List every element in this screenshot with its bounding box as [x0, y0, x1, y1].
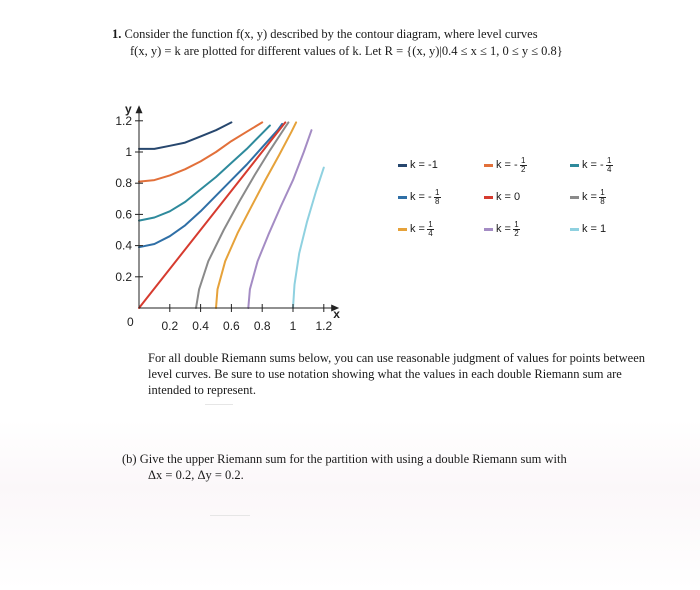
legend-item-0 — [398, 156, 484, 174]
legend-item-8 — [570, 220, 656, 238]
problem-statement — [112, 26, 672, 60]
problem-number: 1. — [112, 27, 122, 41]
contour-curve-6 — [216, 122, 296, 308]
legend-label-3: k = - — [410, 191, 432, 203]
legend-fraction-1: $\frac{1}{2}$ — [520, 155, 526, 174]
x-axis-label: x — [333, 307, 340, 321]
problem-line-1: Consider the function f(x, y) described by the contour diagram, where level curves — [124, 27, 538, 41]
legend-swatch-0 — [398, 164, 407, 167]
contour-plot — [95, 60, 395, 335]
x-tick-label-2: 0.6 — [223, 319, 240, 333]
legend-fraction-7: $\frac{1}{2}$ — [514, 219, 519, 238]
problem-line-2: f(x, y) = k are plotted for different values of k. Let R = {(x, y)|0.4 ≤ x ≤ 1, 0 ≤ y ≤ 0.8} — [130, 44, 563, 58]
y-tick-label-3: 0.8 — [115, 176, 132, 191]
origin-label: 0 — [127, 315, 134, 329]
legend-fraction-5: $\frac{1}{8}$ — [600, 187, 605, 206]
legend-item-7 — [484, 220, 570, 238]
y-tick-label-2: 0.6 — [115, 207, 132, 222]
legend-swatch-7 — [484, 228, 493, 231]
legend-label-6: k = — [410, 223, 425, 235]
legend-item-4 — [484, 188, 570, 206]
legend-fraction-2: $\frac{1}{4}$ — [606, 155, 612, 174]
contour-curve-0 — [139, 122, 231, 148]
x-tick-label-4: 1 — [289, 319, 297, 333]
legend-swatch-8 — [570, 228, 579, 231]
x-tick-label-5: 1.2 — [315, 319, 333, 333]
legend-item-5 — [570, 188, 656, 206]
legend-swatch-2 — [570, 164, 579, 167]
contour-curve-8 — [293, 168, 324, 308]
legend-swatch-3 — [398, 196, 407, 199]
contour-legend — [398, 156, 658, 238]
contour-curve-3 — [139, 124, 282, 247]
legend-item-3 — [398, 188, 484, 206]
background-fade — [0, 420, 700, 590]
legend-swatch-4 — [484, 196, 493, 199]
faint-mark — [205, 404, 233, 405]
y-axis-arrow — [136, 105, 143, 113]
legend-fraction-3: $\frac{1}{8}$ — [434, 187, 440, 206]
legend-swatch-6 — [398, 228, 407, 231]
riemann-note: For all double Riemann sums below, you can use reasonable judgment of values for points between level curves. Be sure to use notation showing what the values in each double Riemann sum are intended to represent. — [148, 351, 645, 397]
legend-label-5: k = — [582, 191, 597, 203]
y-axis-label: y — [125, 102, 132, 117]
legend-item-1 — [484, 156, 570, 174]
x-tick-label-0: 0.2 — [161, 319, 179, 333]
faint-mark — [210, 515, 250, 516]
x-tick-label-1: 0.4 — [192, 319, 209, 333]
legend-label-4: k = 0 — [496, 191, 521, 203]
part-b-line-2: Δx = 0.2, Δy = 0.2. — [148, 468, 244, 482]
legend-item-6 — [398, 220, 484, 238]
contour-curves — [139, 122, 324, 308]
y-tick-label-4: 1 — [125, 145, 132, 159]
part-b-label: (b) — [122, 452, 137, 466]
legend-swatch-1 — [484, 164, 493, 167]
contour-curve-5 — [196, 122, 288, 308]
part-b-line-1: Give the upper Riemann sum for the partition with using a double Riemann sum with — [139, 452, 567, 466]
x-tick-label-3: 0.8 — [253, 319, 271, 333]
part-b — [122, 451, 662, 483]
y-tick-label-0: 0.2 — [115, 269, 132, 284]
legend-label-1: k = - — [496, 159, 518, 171]
y-tick-label-1: 0.4 — [115, 238, 132, 253]
legend-label-7: k = — [496, 223, 511, 235]
legend-item-2 — [570, 156, 656, 174]
y-tick-label-5: 1.2 — [115, 113, 132, 128]
legend-fraction-6: $\frac{1}{4}$ — [428, 219, 433, 238]
legend-swatch-5 — [570, 196, 579, 199]
legend-label-0: k = -1 — [410, 159, 438, 171]
legend-label-8: k = 1 — [582, 223, 607, 235]
legend-label-2: k = - — [582, 159, 604, 171]
